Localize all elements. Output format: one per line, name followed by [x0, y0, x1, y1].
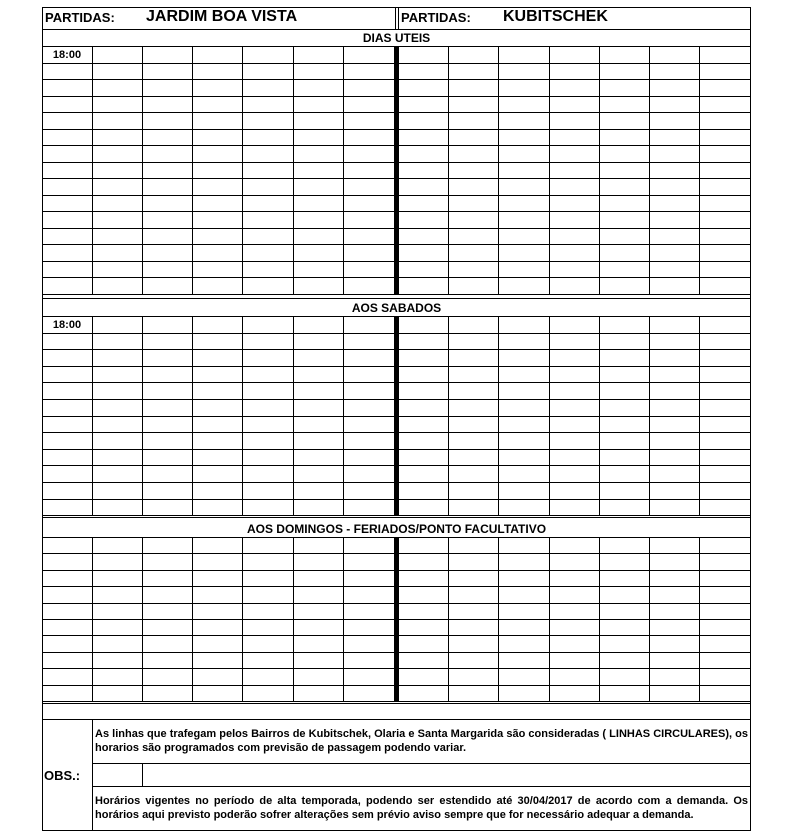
- grid-line: [92, 537, 93, 701]
- grid-line: [599, 537, 600, 701]
- grid-line: [242, 46, 243, 294]
- grid-line: [599, 316, 600, 515]
- grid-line: [42, 294, 751, 295]
- grid-line: [92, 763, 751, 764]
- grid-line: [92, 719, 93, 831]
- grid-line: [498, 316, 499, 515]
- grid-line: [142, 316, 143, 515]
- right-partidas-label: PARTIDAS:: [401, 10, 471, 25]
- grid-line: [192, 46, 193, 294]
- grid-line: [92, 316, 93, 515]
- grid-line: [699, 316, 700, 515]
- right-route-name: KUBITSCHEK: [503, 8, 608, 25]
- grid-line: [42, 703, 751, 704]
- grid-line: [549, 46, 550, 294]
- grid-line: [293, 46, 294, 294]
- obs-label: OBS.:: [44, 768, 81, 783]
- grid-line: [649, 537, 650, 701]
- section-title-saturdays: AOS SABADOS: [351, 301, 442, 315]
- timetable-sheet: [42, 0, 751, 831]
- weekday-first-time: 18:00: [52, 49, 82, 61]
- grid-line: [242, 316, 243, 515]
- grid-line: [192, 537, 193, 701]
- grid-line: [394, 46, 399, 294]
- grid-line: [42, 701, 751, 702]
- grid-line: [242, 537, 243, 701]
- grid-line: [192, 316, 193, 515]
- section-title-weekdays: DIAS UTEIS: [362, 31, 431, 45]
- obs-note-circular-lines: As linhas que trafegam pelos Bairros de Kubitschek, Olaria e Santa Margarida são consideradas ( LINHAS CIRCULARES), os horarios são programados com previsão de passagem podendo variar.: [95, 728, 748, 754]
- grid-line: [343, 537, 344, 701]
- grid-line: [343, 316, 344, 515]
- grid-line: [142, 763, 143, 786]
- left-route-name: JARDIM BOA VISTA: [146, 8, 298, 25]
- grid-line: [92, 786, 751, 787]
- grid-line: [448, 537, 449, 701]
- grid-line: [142, 537, 143, 701]
- grid-line: [549, 537, 550, 701]
- grid-line: [42, 298, 751, 299]
- grid-line: [498, 46, 499, 294]
- grid-line: [448, 316, 449, 515]
- grid-line: [42, 7, 43, 831]
- grid-line: [649, 46, 650, 294]
- grid-line: [42, 719, 751, 720]
- grid-line: [42, 29, 751, 30]
- grid-line: [42, 830, 751, 831]
- grid-line: [395, 7, 396, 29]
- grid-line: [142, 46, 143, 294]
- grid-line: [649, 316, 650, 515]
- grid-line: [549, 316, 550, 515]
- grid-line: [750, 7, 751, 831]
- grid-line: [699, 46, 700, 294]
- obs-note-validity: Horários vigentes no período de alta temporada, podendo ser estendido até 30/04/2017 de acordo com a demanda. Os horários aqui previsto poderão sofrer alterações sem prévio aviso sempre que for necessário adequar a demanda.: [95, 795, 748, 821]
- section-title-sundays-holidays: AOS DOMINGOS - FERIADOS/PONTO FACULTATIVO: [246, 522, 547, 536]
- grid-line: [92, 46, 93, 294]
- grid-line: [498, 537, 499, 701]
- grid-line: [448, 46, 449, 294]
- grid-line: [293, 316, 294, 515]
- left-partidas-label: PARTIDAS:: [45, 10, 115, 25]
- grid-line: [599, 46, 600, 294]
- grid-line: [394, 316, 399, 515]
- grid-line: [293, 537, 294, 701]
- grid-line: [699, 537, 700, 701]
- grid-line: [394, 537, 399, 701]
- grid-line: [343, 46, 344, 294]
- grid-line: [42, 517, 751, 518]
- grid-line: [398, 7, 399, 29]
- saturday-first-time: 18:00: [52, 319, 82, 331]
